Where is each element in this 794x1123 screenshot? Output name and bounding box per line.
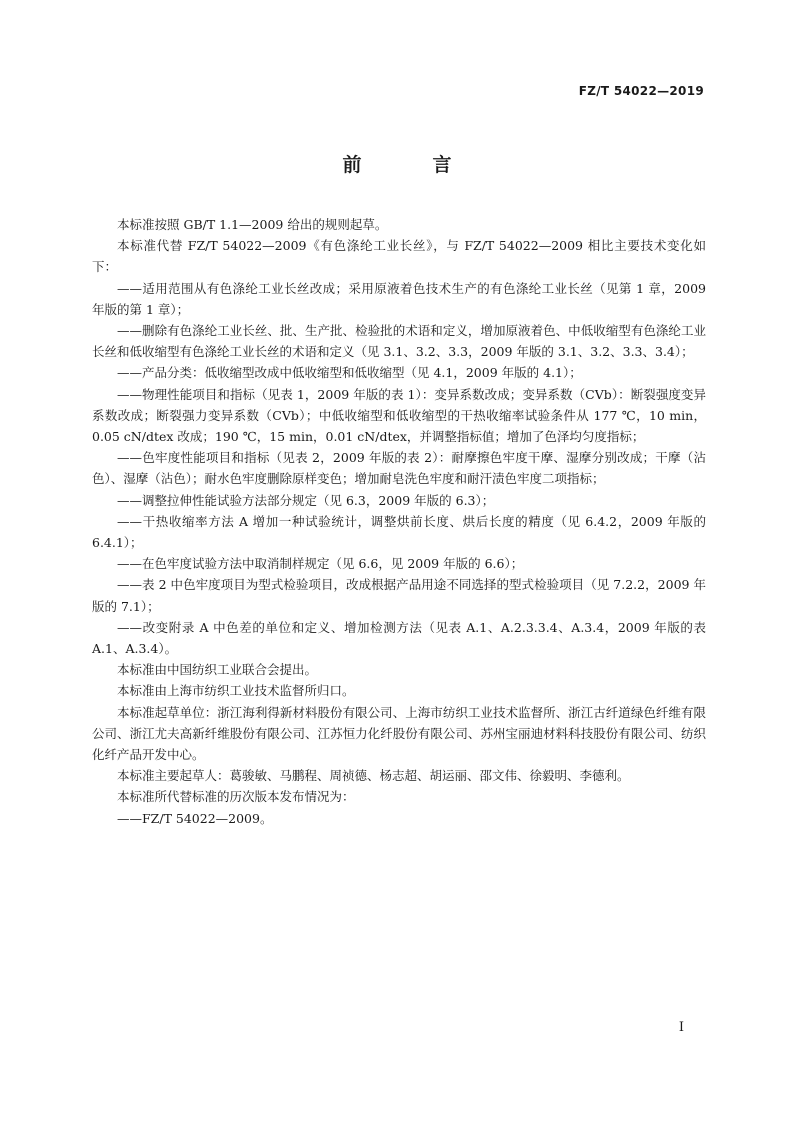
- list-item: ——物理性能项目和指标（见表 1，2009 年版的表 1）：变异系数改成；变异系数（CVb）：断裂强度变异系数改成；断裂强力变异系数（CVb）；中低收缩型和低收缩型的干热收缩率试验条件从 177 ℃，10 min，0.05 cN/dtex 改成；190 ℃，15 min，0.01 cN/dtex，并调整指标值；增加了色泽均匀度指标；: [92, 386, 706, 445]
- standard-number: FZ/T 54022—2019: [578, 84, 704, 98]
- changes-list: [92, 278, 706, 660]
- list-item: ——干热收缩率方法 A 增加一种试验统计，调整烘前长度、烘后长度的精度（见 6.4.2，2009 年版的 6.4.1）；: [92, 513, 706, 551]
- paragraph: 本标准所代替标准的历次版本发布情况为：: [117, 789, 355, 805]
- paragraph: 本标准起草单位：浙江海利得新材料股份有限公司、上海市纺织工业技术监督所、浙江古纤道绿色纤维有限公司、浙江尤夫高新纤维股份有限公司、江苏恒力化纤股份有限公司、苏州宝丽迪材料科技股份有限公司、纺织化纤产品开发中心。: [92, 704, 706, 763]
- list-item: ——删除有色涤纶工业长丝、批、生产批、检验批的术语和定义，增加原液着色、中低收缩型有色涤纶工业长丝和低收缩型有色涤纶工业长丝的术语和定义（见 3.1、3.2、3.3，2009 年版的 3.1、3.2、3.3、3.4）；: [92, 323, 706, 360]
- paragraph: 本标准由上海市纺织工业技术监督所归口。: [117, 683, 355, 699]
- paragraph: 本标准由中国纺织工业联合会提出。: [117, 662, 318, 678]
- list-item: ——调整拉伸性能试验方法部分规定（见 6.3，2009 年版的 6.3）；: [117, 492, 495, 508]
- page-title: 前 言: [342, 154, 478, 176]
- list-item: ——改变附录 A 中色差的单位和定义、增加检测方法（见表 A.1、A.2.3.3.4、A.3.4，2009 年版的表 A.1、A.3.4）。: [92, 619, 706, 657]
- list-item: ——表 2 中色牢度项目为型式检验项目，改成根据产品用途不同选择的型式检验项目（见 7.2.2，2009 年版的 7.1）；: [92, 577, 706, 614]
- paragraph: 本标准按照 GB/T 1.1—2009 给出的规则起草。: [117, 217, 388, 232]
- paragraph: 本标准主要起草人：葛骏敏、马鹏程、周祯德、杨志超、胡运丽、邵文伟、徐毅明、李德利。: [117, 768, 630, 784]
- foreword-body: [92, 214, 706, 829]
- list-item: ——适用范围从有色涤纶工业长丝改成；采用原液着色技术生产的有色涤纶工业长丝（见第 1 章，2009 年版的第 1 章）；: [92, 280, 706, 317]
- paragraph: 本标准代替 FZ/T 54022—2009《有色涤纶工业长丝》，与 FZ/T 54022—2009 相比主要技术变化如下：: [92, 238, 706, 275]
- list-item: ——产品分类：低收缩型改成中低收缩型和低收缩型（见 4.1，2009 年版的 4.1）；: [117, 365, 582, 381]
- history-item: ——FZ/T 54022—2009。: [117, 810, 273, 826]
- list-item: ——在色牢度试验方法中取消制样规定（见 6.6，见 2009 年版的 6.6）；: [117, 556, 524, 572]
- page-number: Ⅰ: [678, 1020, 684, 1035]
- list-item: ——色牢度性能项目和指标（见表 2，2009 年版的表 2）：耐摩擦色牢度干摩、湿摩分别改成；干摩（沾色）、湿摩（沾色）；耐水色牢度删除原样变色；增加耐皂洗色牢度和耐汗渍色牢度二项指标；: [92, 450, 706, 487]
